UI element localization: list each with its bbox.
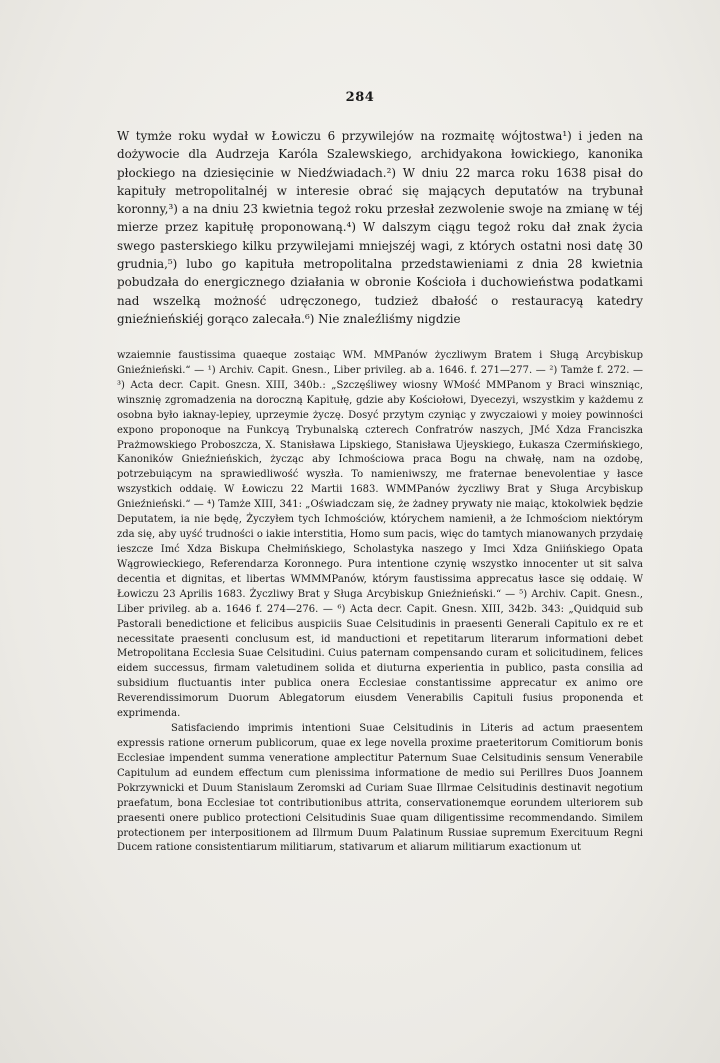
main-text bbox=[117, 127, 643, 328]
page-number: 284 bbox=[345, 90, 375, 105]
footnote-paragraph-1: wzaiemnie faustissima quaeque zostaiąc WM. MMPanów życzliwym Bratem i Sługą Arcybiskup Gnieźnieński.“ — ¹) Archiv. Capit. Gnesn., Liber privileg. ab a. 1646. f. 271—277. — ²) Tamże f. 272. — ³) Acta decr. Capit. Gnesn. XIII, 340b.: „Szczęśliwey wiosny WMość MMPanom y Braci winszniąc, winsznię zgromadzenia na doroczną Kapitułę, gdzie aby Kościołowi, Dyecezyi, wszystkim y każdemu z osobna było iaknay-lepiey, uprzeymie życzę. Dosyć przytym czyniąc y zwyczaiowi y moiey powinności expono proponoque na Funkcyą Trybunalską czterech Confratrów naszych, JMć Xdza Franciszka Prażmowskiego Proboszcza, X. Stanisława Lipskiego, Stanisława Ujeyskiego, Łukasza Czermińskiego, Kanoników Gnieźnieńskich, życząc aby Ichmościowa praca Bogu na chwałę, nam na ozdobę, potrzebuiącym na sprawiedliwość wyszła. To namieniwszy, me fraternae benevolentiae y łasce wszystkich oddaię. W Łowiczu 22 Martii 1683. WMMPanów życzliwy Brat y Sługa Arcybiskup Gnieźnieński.“ — ⁴) Tamże XIII, 341: „Oświadczam się, że żadney prywaty nie maiąc, ktokolwiek będzie Deputatem, ia nie będę, Życzyłem tych Ichmościów, którychem namienił, a że Ichmościom niektórym zda się, aby uyść trudności o iakie interstitia, Homo sum pacis, więc do tamtych mianowanych przydaię ieszcze Imć Xdza Biskupa Chełmińskiego, Scholastyka naszego y Imci Xdza Gniińskiego Opata Wągrowieckiego, Referendarza Koronnego. Pura intentione czynię wszystko innocenter ut sit salva decentia et dignitas, et libertas WMMMPanów, którym faustissima apprecatus łasce się oddaię. W Łowiczu 23 Aprilis 1683. Życzliwy Brat y Sługa Arcybiskup Gnieźnieński.“ — ⁵) Archiv. Capit. Gnesn., Liber privileg. ab a. 1646 f. 274—276. — ⁶) Acta decr. Capit. Gnesn. XIII, 342b. 343: „Quidquid sub Pastorali benedictione et felicibus auspiciis Suae Celsitudinis in praesenti Generali Capitulo ex re et necessitate praesenti conclusum est, id manductioni et repetitarum literarum informationi debet Metropolitana Ecclesia Suae Celsitudini. Cuius paternam compensando curam et solicitudinem, felices eidem successus, firmam valetudinem solida et diuturna experientia in publico, pasta consilia ad subsidium fluctuantis inter publica onera Ecclesiae constantissime apprecatur ex animo ore Reverendissimorum Duorum Ablegatorum eiusdem Venerabilis Capituli fusius proponenda et exprimenda. bbox=[117, 350, 644, 720]
footnote-paragraph-2: Satisfaciendo imprimis intentioni Suae Celsitudinis in Literis ad actum praesentem expressis ratione ornerum publicorum, quae ex lege novella proxime praeteritorum Comitiorum bonis Ecclesiae impendent summa veneratione amplectitur Paternum Suae Celsitudinis sensum Venerabile Capitulum ad eundem effectum cum plenissima informatione de medio sui Perillres Duos Joannem Pokrzywnicki et Duum Stanislaum Zeromski ad Curiam Suae Illrmae Celsitudinis destinavit negotium praefatum, bona Ecclesiae tot contributionibus attrita, conservationemque eorundem ulteriorem sub praesenti onere publico protectioni Celsitudinis Suae quam diligentissime recommendando. Similem protectionem per interpositionem ad Illrmum Duum Palatinum Russiae supremum Exercituum Regni Ducem ratione consistentiarum militiarum, stativarum et aliarum militiarum exactionum ut bbox=[117, 723, 643, 854]
footnotes bbox=[117, 349, 643, 856]
main-paragraph: W tymże roku wydał w Łowiczu 6 przywilejów na rozmaitę wójtostwa¹) i jeden na dożywocie dla Audrzeja Karóla Szalewskiego, archidyakona łowickiego, kanonika płockiego na dziesięcinie w Niedźwiadach.²) W dniu 22 marca roku 1638 pisał do kapituły metropolitalnéj w interesie obrać się mających deputatów na trybunał koronny,³) a na dniu 23 kwietnia tegoż roku przesłał zezwolenie swoje na zmianę w téj mierze przez kapitułę proponowaną.⁴) W dalszym ciągu tegoż roku dał znak życia swego pasterskiego kilku przywilejami mniejszéj wagi, z których ostatni nosi datę 30 grudnia,⁵) lubo go kapituła metropolitalna przedstawieniami z dnia 28 kwietnia pobudzała do energicznego działania w obronie Kościoła i duchowieństwa podatkami nad wszelką możność udręczonego, tudzież dbałość o restauracyą katedry gnieźnieńskiéj gorąco zalecała.⁶) Nie znaleźliśmy nigdzie bbox=[117, 129, 643, 326]
